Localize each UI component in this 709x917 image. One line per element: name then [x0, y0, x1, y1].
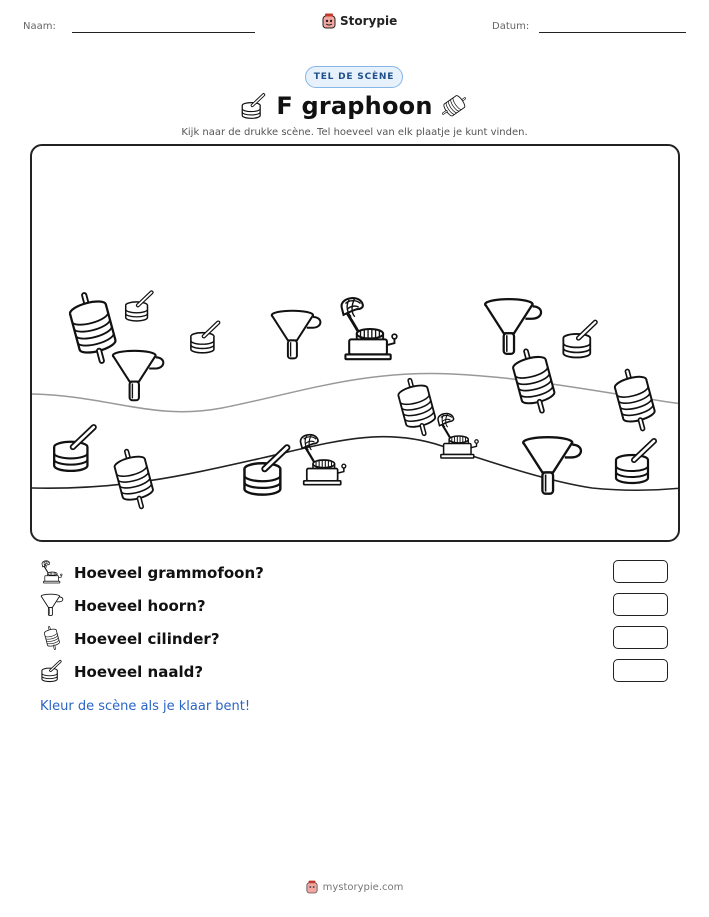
gramophone-icon — [342, 298, 397, 359]
date-label: Datum: — [492, 21, 530, 32]
answer-box-cylinder[interactable] — [613, 626, 668, 649]
name-field[interactable] — [72, 32, 255, 33]
needle-icon — [126, 292, 152, 321]
needle-icon — [191, 323, 218, 353]
storypie-mascot-icon — [306, 880, 318, 894]
coloring-instruction: Kleur de scène als je klaar bent! — [40, 699, 251, 714]
cylinder-icon — [40, 626, 66, 652]
gramophone-icon — [438, 413, 478, 458]
cylinder-icon — [510, 347, 558, 415]
gramophone-icon — [40, 560, 66, 586]
title-cylinder-icon — [440, 92, 470, 120]
brand-name: Storypie — [340, 14, 398, 28]
footer-url[interactable]: mystorypie.com — [322, 881, 404, 893]
storypie-mascot-icon — [322, 13, 336, 29]
cylinder-icon — [66, 290, 119, 365]
brand-logo — [322, 13, 397, 29]
horn-icon — [485, 299, 541, 354]
counting-scene — [30, 144, 680, 542]
horn-icon — [523, 437, 581, 494]
horn-icon — [40, 593, 66, 619]
cylinder-icon — [395, 377, 438, 438]
gramophone-icon — [301, 435, 346, 485]
answer-box-needle[interactable] — [613, 659, 668, 682]
page-title: F graphoon — [276, 92, 433, 120]
answer-box-horn[interactable] — [613, 593, 668, 616]
footer — [0, 880, 709, 894]
activity-badge: TEL DE SCÈNE — [305, 66, 403, 88]
answer-box-gramophone[interactable] — [613, 560, 668, 583]
needle-icon — [616, 441, 654, 483]
question-row-horn — [40, 593, 206, 619]
question-text: Hoeveel hoorn? — [74, 597, 206, 615]
question-row-gramophone — [40, 560, 264, 586]
question-text: Hoeveel cilinder? — [74, 630, 220, 648]
cylinder-icon — [612, 367, 659, 433]
horn-icon — [272, 311, 321, 359]
question-text: Hoeveel naald? — [74, 663, 204, 681]
instructions-subtitle: Kijk naar de drukke scène. Tel hoeveel van elk plaatje je kunt vinden. — [181, 127, 528, 138]
name-label: Naam: — [23, 21, 56, 32]
needle-icon — [40, 659, 66, 685]
question-text: Hoeveel grammofoon? — [74, 564, 264, 582]
date-field[interactable] — [539, 32, 686, 33]
needle-icon — [244, 448, 287, 495]
question-row-needle — [40, 659, 203, 685]
question-row-cylinder — [40, 626, 220, 652]
needle-icon — [54, 427, 94, 471]
horn-icon — [113, 351, 164, 400]
cylinder-icon — [112, 447, 157, 510]
needle-icon — [563, 322, 595, 357]
